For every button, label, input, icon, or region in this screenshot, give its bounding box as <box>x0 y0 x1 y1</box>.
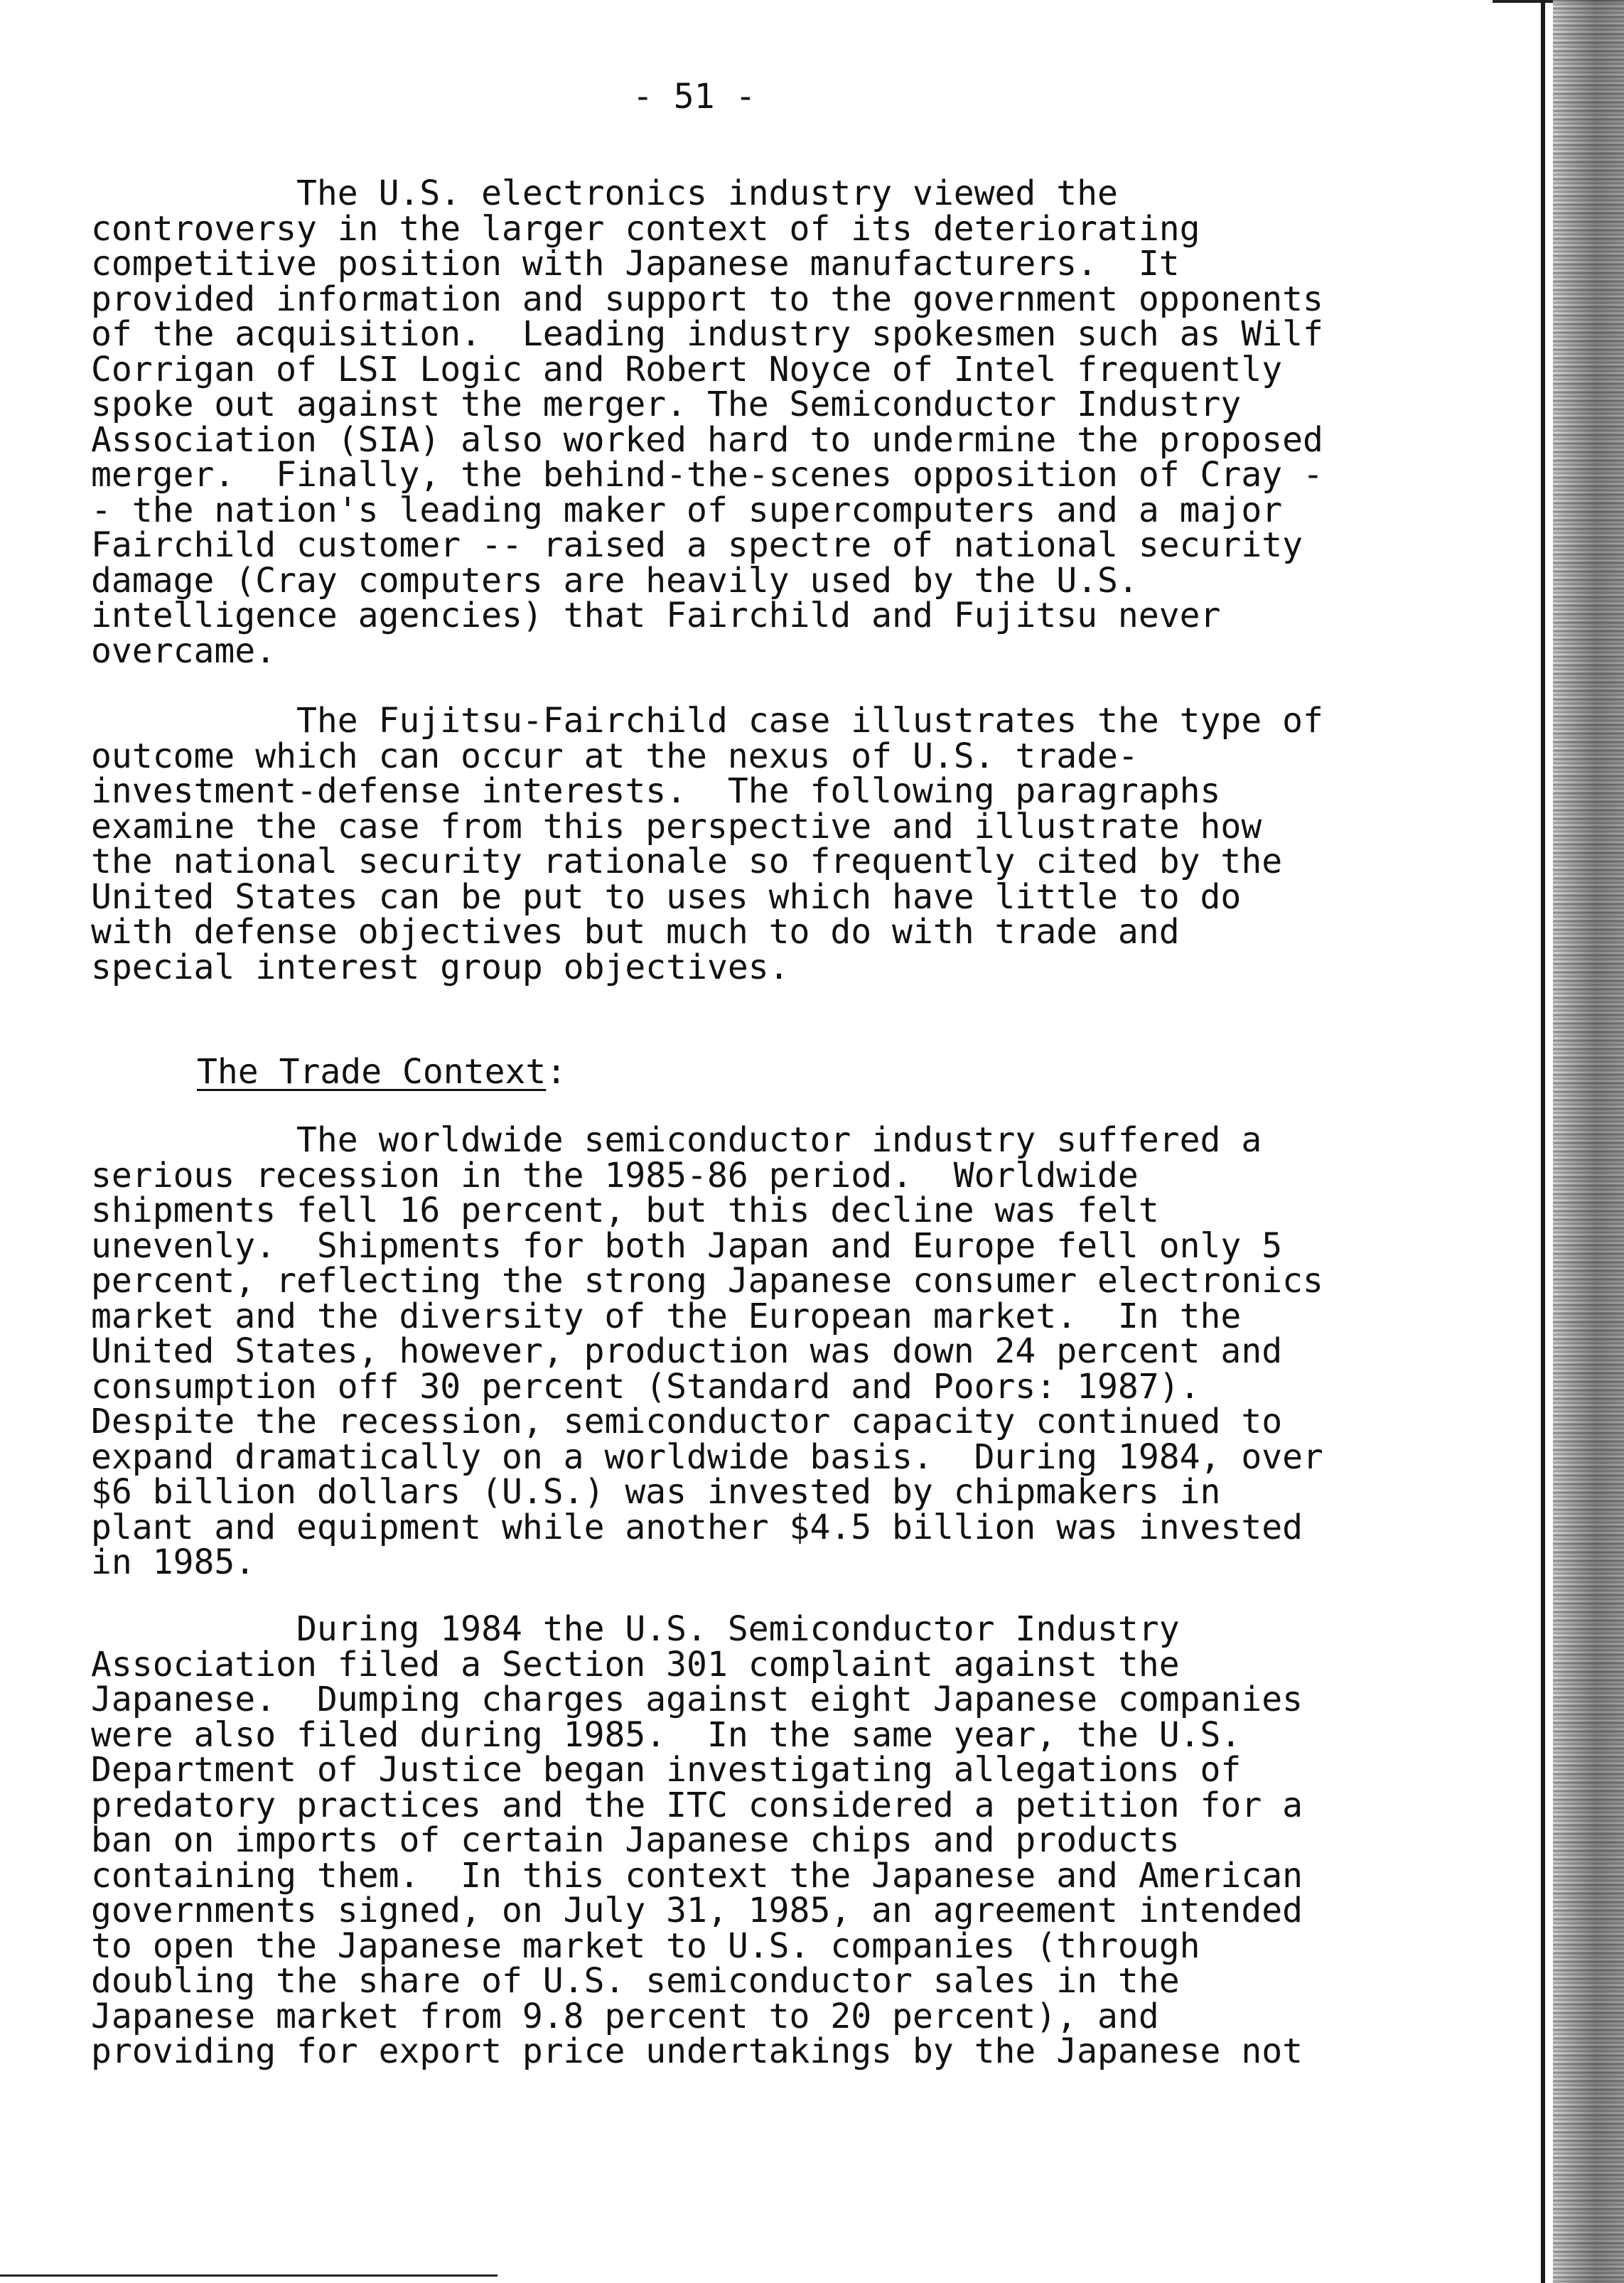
paragraph-line: $6 billion dollars (U.S.) was invested by chipmakers in <box>91 1472 1221 1512</box>
paragraph-line: United States can be put to uses which have little to do <box>91 876 1242 917</box>
scan-bottom-edge <box>0 2274 498 2277</box>
paragraph-line: spoke out against the merger. The Semiconductor Industry <box>91 385 1242 424</box>
paragraph-line: to open the Japanese market to U.S. companies (through <box>91 1925 1200 1966</box>
paragraph-line: governments signed, on July 31, 1985, an agreement intended <box>91 1891 1303 1930</box>
paragraph-line: damage (Cray computers are heavily used by the U.S. <box>91 560 1139 601</box>
paragraph-line: the national security rationale so frequently cited by the <box>91 842 1283 881</box>
paragraph-line: investment-defense interests. The following paragraphs <box>91 771 1221 811</box>
paragraph-line: United States, however, production was down 24 percent and <box>91 1331 1283 1371</box>
paragraph-line: controversy in the larger context of its deteriorating <box>91 208 1200 249</box>
paragraph-line: Department of Justice began investigating allegations of <box>91 1750 1242 1790</box>
paragraph-fujitsu-fairchild <box>91 701 1323 987</box>
paragraph-line: - the nation's leading maker of supercomputers and a major <box>91 490 1283 530</box>
scan-binding-line <box>1541 0 1545 2283</box>
paragraph-worldwide-recession <box>91 1120 1323 1582</box>
paragraph-line: provided information and support to the government opponents <box>91 279 1323 319</box>
paragraph-line: The worldwide semiconductor industry suffered a <box>91 1120 1262 1160</box>
paragraph-line: were also filed during 1985. In the same year, the U.S. <box>91 1714 1242 1755</box>
paragraph-line: shipments fell 16 percent, but this decline was felt <box>91 1191 1159 1230</box>
paragraph-line: consumption off 30 percent (Standard and Poors: 1987). <box>91 1366 1200 1407</box>
paragraph-line: predatory practices and the ITC considered a petition for a <box>91 1785 1303 1825</box>
paragraph-line: special interest group objectives. <box>91 947 790 987</box>
paragraph-line: doubling the share of U.S. semiconductor sales in the <box>91 1961 1180 2001</box>
section-heading-colon: : <box>546 1052 567 1092</box>
paragraph-line: of the acquisition. Leading industry spokesmen such as Wilf <box>91 314 1323 354</box>
paragraph-line: Association (SIA) also worked hard to undermine the proposed <box>91 419 1323 460</box>
paragraph-line: serious recession in the 1985-86 period. Worldwide <box>91 1155 1139 1196</box>
paragraph-line: The Fujitsu-Fairchild case illustrates the type of <box>91 701 1323 741</box>
paragraph-line: with defense objectives but much to do with trade and <box>91 912 1180 952</box>
paragraph-line: Japanese. Dumping charges against eight Japanese companies <box>91 1680 1303 1719</box>
paragraph-line: expand dramatically on a worldwide basis. During 1984, over <box>91 1436 1323 1477</box>
paragraph-line: During 1984 the U.S. Semiconductor Industry <box>91 1609 1180 1649</box>
paragraph-line: containing them. In this context the Japanese and American <box>91 1855 1303 1896</box>
paragraph-line: overcame. <box>91 630 276 671</box>
paragraph-line: outcome which can occur at the nexus of U.S. trade- <box>91 736 1139 776</box>
paragraph-line: The U.S. electronics industry viewed the <box>91 173 1118 213</box>
scan-binding-edge <box>1553 0 1624 2283</box>
paragraph-line: intelligence agencies) that Fairchild and Fujitsu never <box>91 596 1221 635</box>
paragraph-line: Despite the recession, semiconductor capacity continued to <box>91 1402 1283 1441</box>
paragraph-line: competitive position with Japanese manufacturers. It <box>91 244 1180 284</box>
paragraph-line: unevenly. Shipments for both Japan and Europe fell only 5 <box>91 1225 1283 1266</box>
paragraph-line: Association filed a Section 301 complaint against the <box>91 1644 1180 1685</box>
paragraph-line: percent, reflecting the strong Japanese consumer electronics <box>91 1261 1323 1301</box>
paragraph-line: ban on imports of certain Japanese chips and products <box>91 1820 1180 1860</box>
paragraph-line: market and the diversity of the European market. In the <box>91 1296 1242 1336</box>
paragraph-line: in 1985. <box>91 1542 256 1582</box>
paragraph-line: plant and equipment while another $4.5 billion was invested <box>91 1507 1303 1547</box>
paragraph-line: Japanese market from 9.8 percent to 20 percent), and <box>91 1996 1159 2036</box>
paragraph-line: merger. Finally, the behind-the-scenes opposition of Cray - <box>91 455 1323 495</box>
paragraph-line: Fairchild customer -- raised a spectre of national security <box>91 525 1303 565</box>
paragraph-electronics-industry <box>91 173 1323 671</box>
paragraph-section-301 <box>91 1609 1303 2071</box>
section-heading <box>197 1052 566 1092</box>
page-number: - 51 - <box>633 77 756 117</box>
section-heading-text: The Trade Context <box>197 1052 547 1092</box>
paragraph-line: providing for export price undertakings by the Japanese not <box>91 2031 1303 2071</box>
paragraph-line: Corrigan of LSI Logic and Robert Noyce of Intel frequently <box>91 349 1283 390</box>
paragraph-line: examine the case from this perspective and illustrate how <box>91 806 1262 847</box>
